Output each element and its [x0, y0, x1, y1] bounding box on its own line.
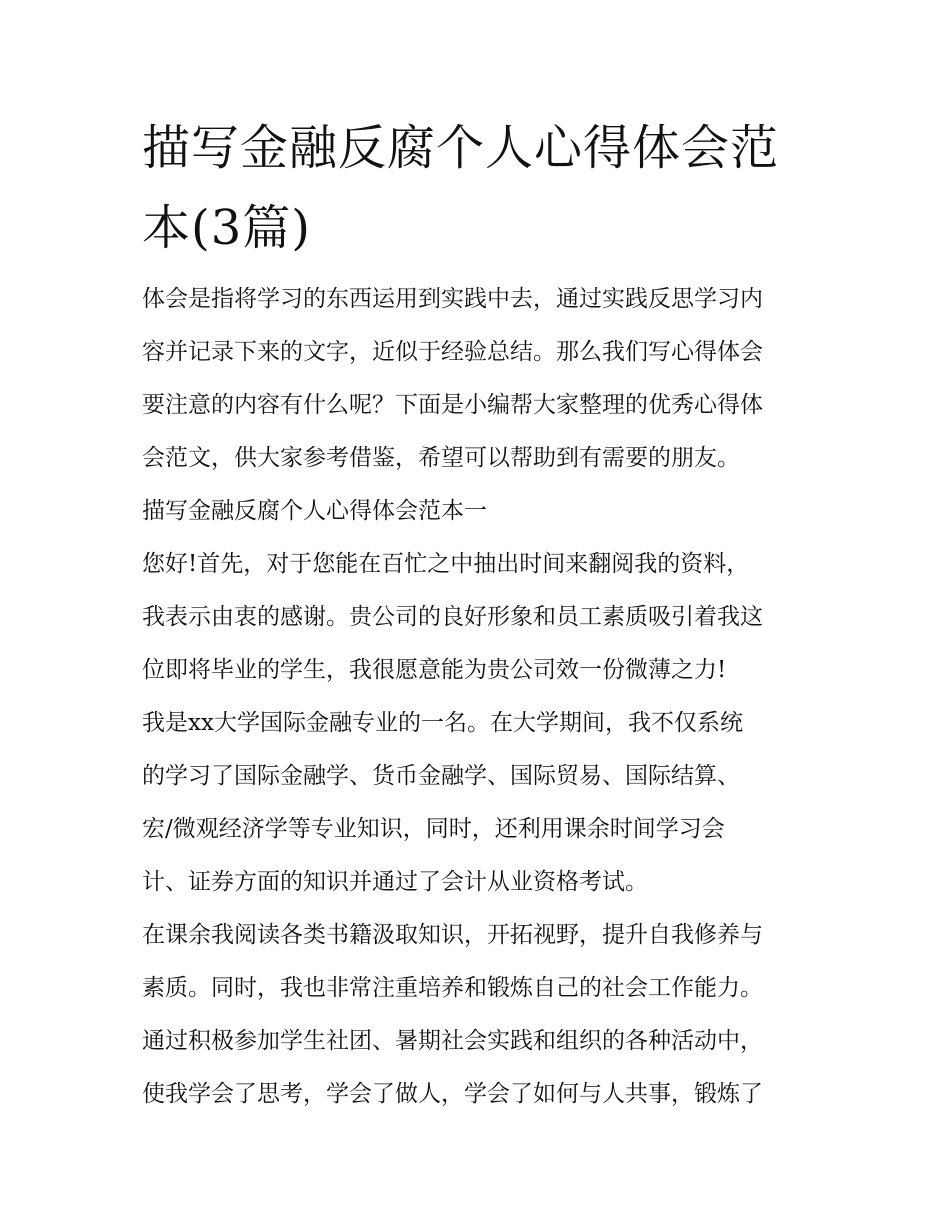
- title-line: 本(3篇): [142, 200, 311, 256]
- text-line: 的学习了国际金融学、货币金融学、国际贸易、国际结算、: [142, 763, 740, 789]
- section-heading: 描写金融反腐个人心得体会范本一: [142, 498, 487, 524]
- text-line: 我表示由衷的感谢。贵公司的良好形象和员工素质吸引着我这: [142, 604, 763, 630]
- text-line: 您好!首先，对于您能在百忙之中抽出时间来翻阅我的资料，: [142, 551, 750, 577]
- text-line: 通过积极参加学生社团、暑期社会实践和组织的各种活动中，: [142, 1028, 763, 1054]
- text-line: 在课余我阅读各类书籍汲取知识，开拓视野，提升自我修养与: [142, 922, 763, 948]
- intro-paragraph: [142, 273, 822, 1121]
- text-line: 会范文，供大家参考借鉴，希望可以帮助到有需要的朋友。: [142, 445, 740, 471]
- text-line: 我是xx大学国际金融专业的一名。在大学期间，我不仅系统: [142, 710, 743, 736]
- text-line: 容并记录下来的文字，近似于经验总结。那么我们写心得体会: [142, 339, 763, 365]
- text-line: 体会是指将学习的东西运用到实践中去，通过实践反思学习内: [142, 286, 763, 312]
- text-line: 计、证券方面的知识并通过了会计从业资格考试。: [142, 869, 648, 895]
- text-line: 使我学会了思考，学会了做人，学会了如何与人共事，锻炼了: [142, 1081, 763, 1107]
- title-line: 描写金融反腐个人心得体会范: [142, 120, 780, 176]
- text-line: 宏/微观经济学等专业知识，同时，还利用课余时间学习会: [142, 816, 725, 842]
- text-line: 要注意的内容有什么呢？下面是小编帮大家整理的优秀心得体: [142, 392, 763, 418]
- text-line: 位即将毕业的学生，我很愿意能为贵公司效一份微薄之力!: [142, 657, 727, 683]
- page-title: [142, 108, 822, 268]
- text-line: 素质。同时，我也非常注重培养和锻炼自己的社会工作能力。: [142, 975, 763, 1001]
